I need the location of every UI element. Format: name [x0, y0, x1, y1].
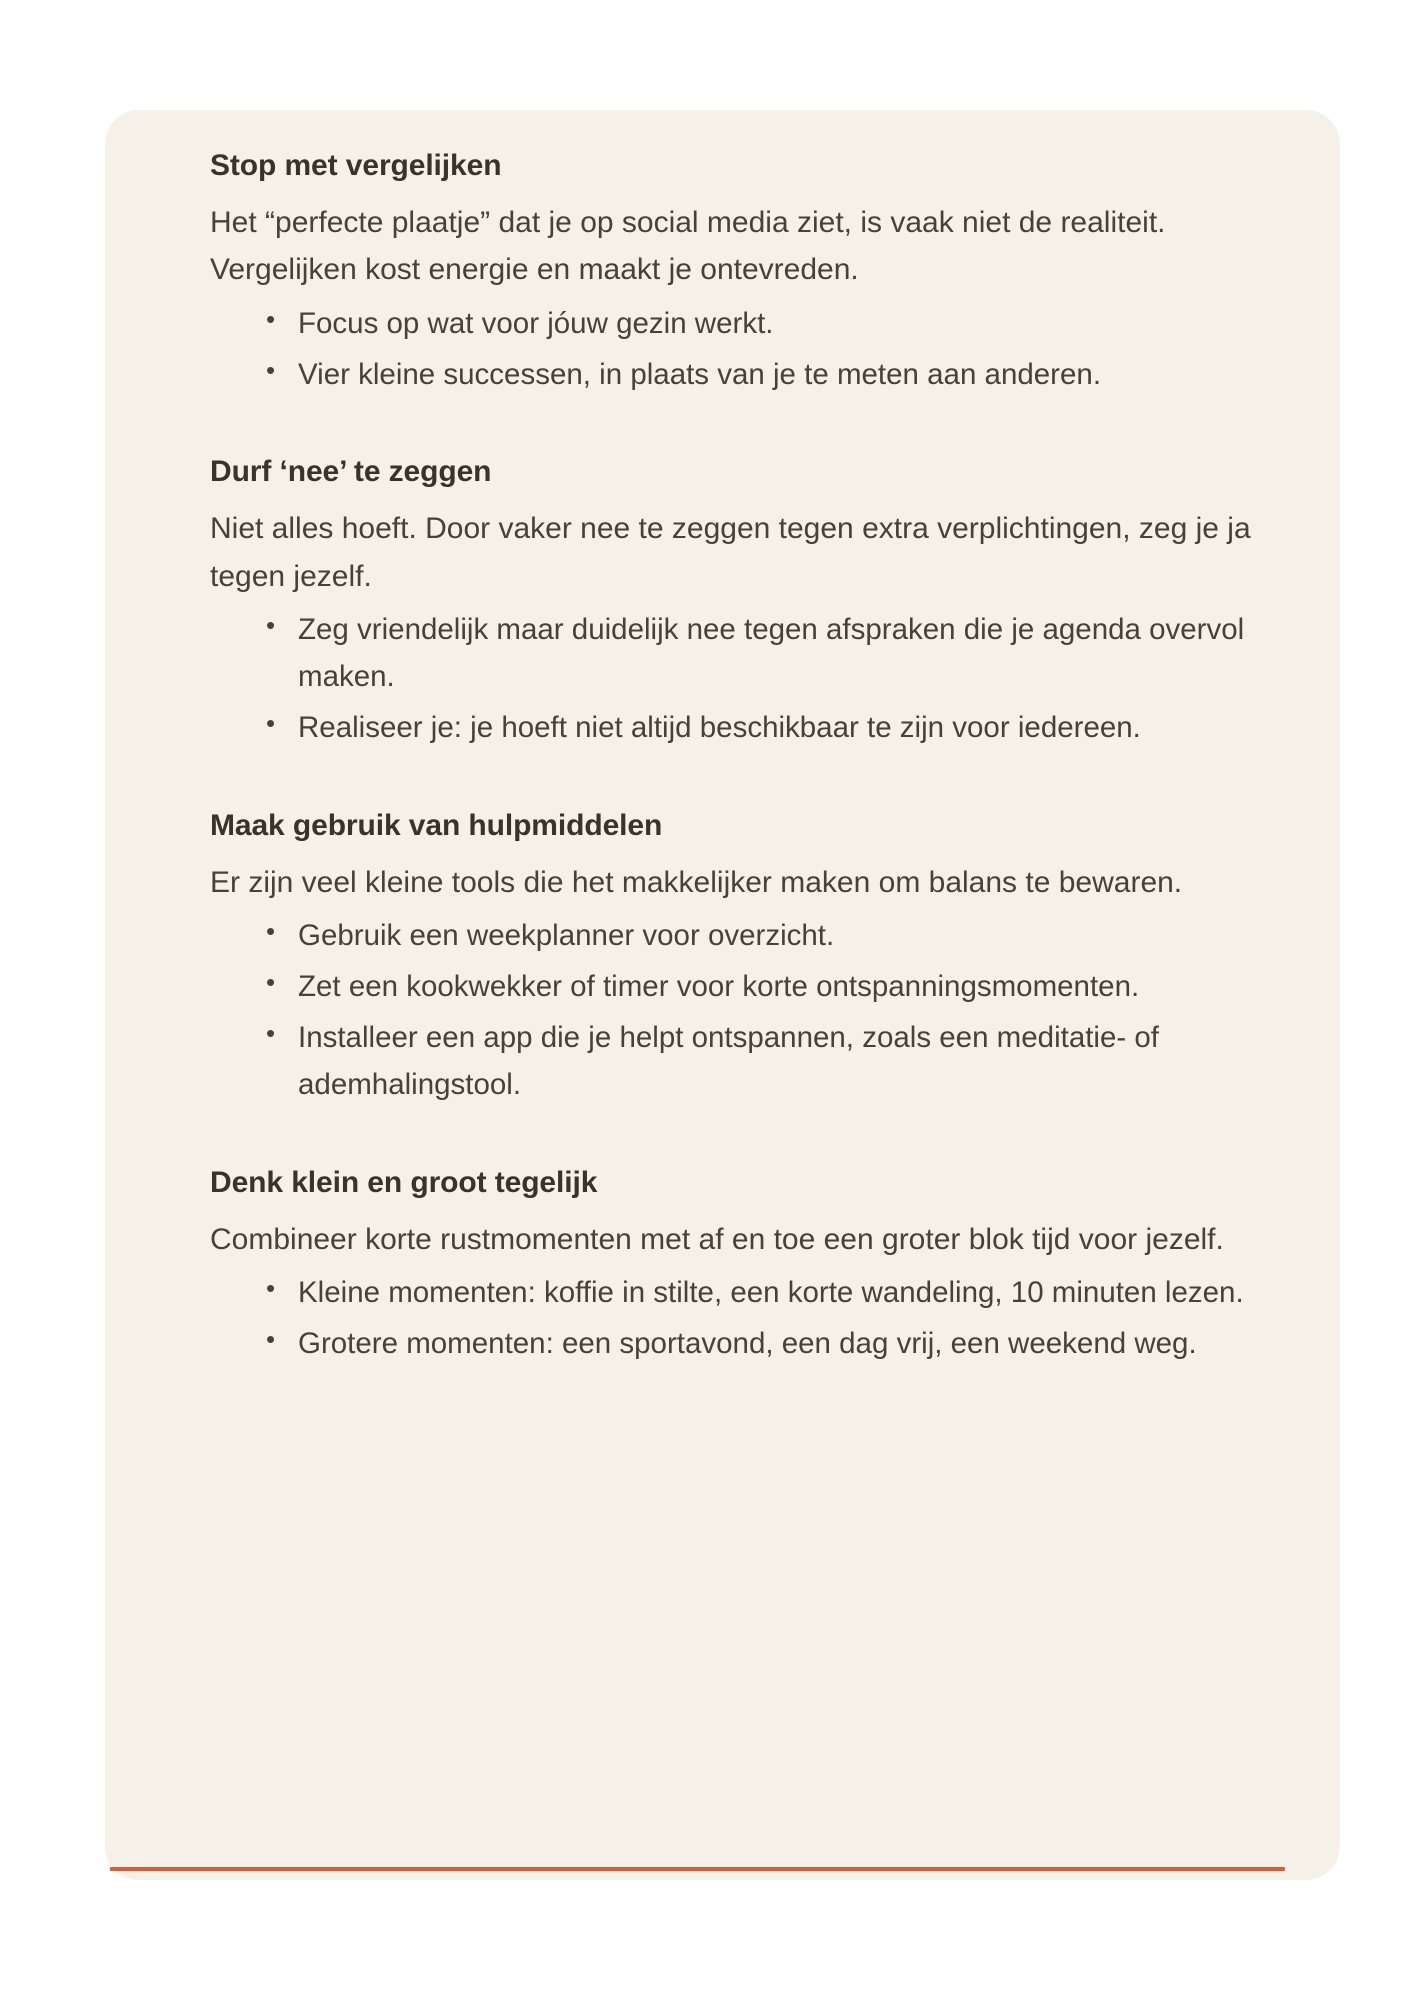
section-durf-nee-te-zeggen: [210, 452, 1280, 751]
section-body: Er zijn veel kleine tools die het makkelijker maken om balans te bewaren.: [210, 865, 1183, 899]
section-body: Combineer korte rustmomenten met af en toe een groter blok tijd voor jezelf.: [210, 1222, 1224, 1256]
list-item: • Zeg vriendelijk maar duidelijk nee tegen afspraken die je agenda overvol maken.: [264, 606, 1280, 700]
section-stop-met-vergelijken: [210, 146, 1280, 398]
list-item: • Realiseer je: je hoeft niet altijd beschikbaar te zijn voor iedereen.: [264, 704, 1280, 751]
section-body: Het “perfecte plaatje” dat je op social media ziet, is vaak niet de realiteit. Vergelijken kost energie en maakt je ontevreden.: [210, 206, 1166, 287]
section-maak-gebruik-van-hulpmiddelen: [210, 806, 1280, 1109]
list-item: • Gebruik een weekplanner voor overzicht.: [264, 912, 1280, 959]
list-item: • Vier kleine successen, in plaats van je te meten aan anderen.: [264, 351, 1280, 398]
section-heading: Stop met vergelijken: [210, 149, 502, 182]
card-content: [105, 146, 1280, 1367]
list-item: • Zet een kookwekker of timer voor korte ontspanningsmomenten.: [264, 963, 1280, 1010]
section-bullet-list: [210, 912, 1280, 1109]
list-item: • Installeer een app die je helpt ontspannen, zoals een meditatie- of ademhalingstool.: [264, 1014, 1280, 1108]
section-heading: Denk klein en groot tegelijk: [210, 1165, 598, 1199]
section-heading: Maak gebruik van hulpmiddelen: [210, 808, 663, 842]
list-item: • Kleine momenten: koffie in stilte, een korte wandeling, 10 minuten lezen.: [264, 1269, 1280, 1316]
list-item: • Grotere momenten: een sportavond, een dag vrij, een weekend weg.: [264, 1320, 1280, 1367]
section-bullet-list: [210, 606, 1280, 752]
accent-divider: [110, 1867, 1285, 1871]
section-bullet-list: [210, 1269, 1280, 1367]
section-bullet-list: [210, 300, 1280, 398]
section-heading: Durf ‘nee’ te zeggen: [210, 455, 492, 489]
list-item: • Focus op wat voor jóuw gezin werkt.: [264, 300, 1280, 347]
tips-card: [105, 110, 1340, 1880]
section-denk-klein-en-groot-tegelijk: [210, 1163, 1280, 1368]
section-body: Niet alles hoeft. Door vaker nee te zeggen tegen extra verplichtingen, zeg je ja tegen jezelf.: [210, 512, 1251, 593]
